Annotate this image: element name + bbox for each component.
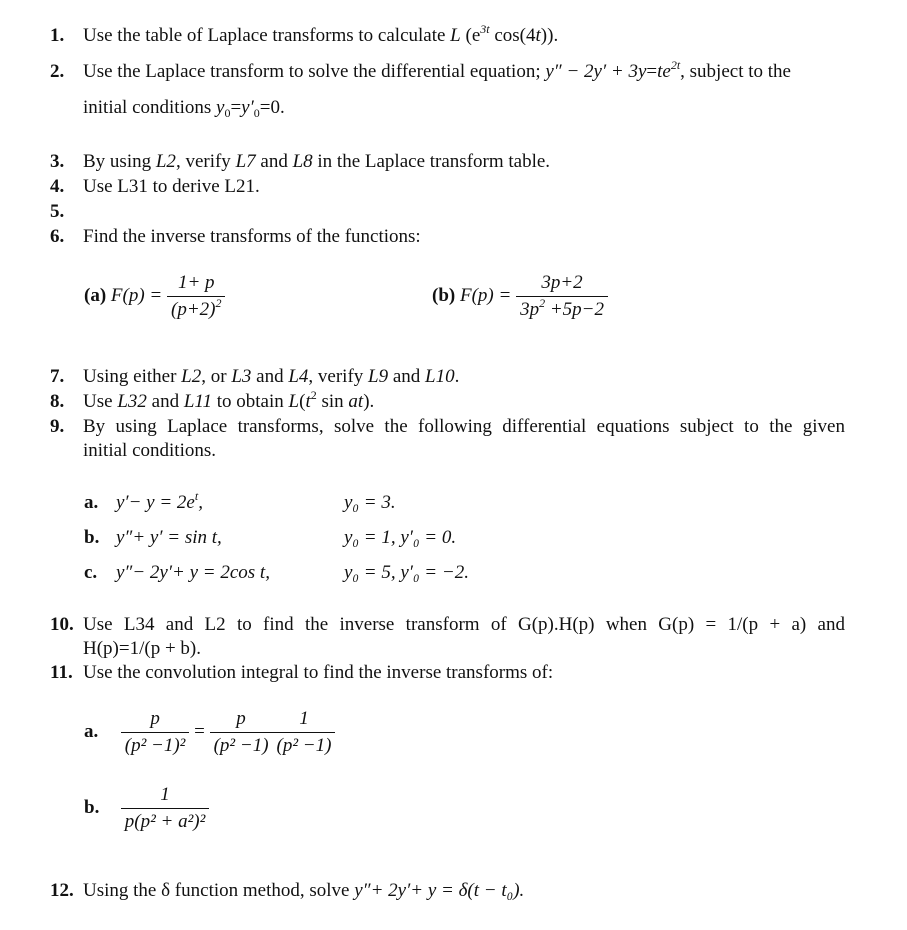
q9-cond-a: y₀ = 3. — [344, 492, 396, 513]
question-9: 9. By using Laplace transforms, solve the following differential equations subject to the given — [50, 416, 845, 437]
question-number: 10. — [50, 614, 74, 635]
question-number: 1. — [50, 25, 65, 46]
q9-item-a: a. $y'- y = 2e^t$, — [84, 489, 203, 513]
question-4: 4. Use L31 to derive L21. — [50, 176, 260, 197]
question-6: 6. Find the inverse transforms of the functions: — [50, 226, 421, 247]
fraction: $\frac{p}{\text{(p² −1)}}$ — [210, 708, 273, 757]
q9-item-b: b. y″+ y′ = sin t, — [84, 527, 222, 548]
question-number: 5. — [50, 201, 65, 222]
question-number: 7. — [50, 366, 65, 387]
question-12: 12. Using the δ function method, solve y″+ 2y′+ y = δ(t − t₀). — [50, 880, 525, 901]
question-number: 2. — [50, 61, 65, 82]
question-11: 11. Use the convolution integral to find the inverse transforms of: — [50, 662, 554, 683]
question-2: 2. Use the Laplace transform to solve the differential equation; $y'' - 2y' + 3y=te^{2t}$, subject to the — [50, 58, 791, 82]
question-number: 3. — [50, 151, 65, 172]
fraction: $\frac{1+ p}{(p+2)^2}$ — [167, 272, 225, 321]
question-10: 10. Use L34 and L2 to find the inverse transform of G(p).H(p) when G(p) = 1/(p + a) and — [50, 614, 845, 635]
question-1: 1. Use the table of Laplace transforms to calculate L ($e^{3t}$ cos(4t)). — [50, 22, 559, 46]
question-number: 6. — [50, 226, 65, 247]
question-5 — [50, 201, 83, 223]
question-number: 4. — [50, 176, 65, 197]
q11-part-a: a. $\frac{p}{\text{(p² −1)²}}$ = $\frac{p}{\text{(p² −1)}}$ $\frac{1}{\text{(p² −1)}}$ — [84, 708, 335, 757]
fraction: $\frac{p}{\text{(p² −1)²}}$ — [121, 708, 190, 757]
fraction: $\frac{1}{\text{(p² −1)}}$ — [273, 708, 336, 757]
question-number: 8. — [50, 391, 65, 412]
q6-part-b: (b) F(p) = $\frac{3p+2}{3p^2 +5p-2}$ — [432, 272, 608, 321]
q6-part-a: (a) F(p) = $\frac{1+ p}{(p+2)^2}$ — [84, 272, 225, 321]
question-2-line2: initial conditions $y_0=y'_0=0$. — [83, 97, 285, 120]
q9-item-c: c. y″− 2y′+ y = 2cos t, — [84, 562, 270, 583]
fraction: $\frac{1}{\text{p(p² + a²)²}}$ — [121, 784, 210, 833]
question-number: 9. — [50, 416, 65, 437]
question-8: 8. Use L32 and L11 to obtain $L(t^2$ sin at). — [50, 388, 375, 412]
question-10-line2: H(p)=1/(p + b). — [83, 638, 201, 659]
question-number: 11. — [50, 662, 73, 683]
question-number: 12. — [50, 880, 74, 901]
q11-part-b: b. $\frac{1}{\text{p(p² + a²)²}}$ — [84, 784, 209, 833]
q9-cond-c: y₀ = 5, y′₀ = −2. — [344, 562, 469, 583]
question-7: 7. Using either L2, or L3 and L4, verify L9 and L10. — [50, 366, 460, 387]
fraction: $\frac{3p+2}{3p^2 +5p-2}$ — [516, 272, 608, 321]
question-3: 3. By using L2, verify L7 and L8 in the Laplace transform table. — [50, 151, 551, 172]
q9-cond-b: y₀ = 1, y′₀ = 0. — [344, 527, 457, 548]
question-9-line2: initial conditions. — [83, 440, 216, 461]
